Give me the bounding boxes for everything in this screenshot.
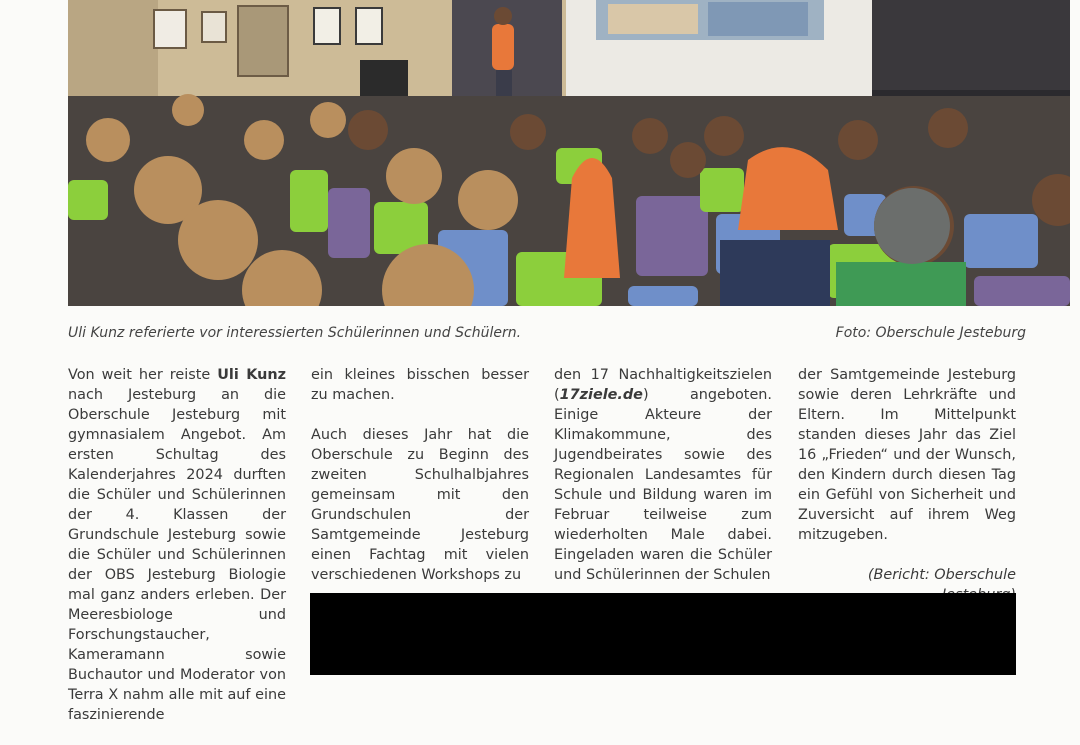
paragraph (68, 365, 286, 725)
website-link[interactable]: 17ziele.de (559, 387, 643, 403)
article-photo (68, 0, 1070, 306)
article-column-2 (311, 365, 529, 605)
article-column-3 (554, 365, 772, 605)
article-column-4 (798, 365, 1016, 605)
black-image-box (310, 593, 1016, 675)
text: ) angeboten. Einige Akteure der Klimakommune, des Jugendbeirates sowie des Regionalen Landesamtes für Schule und Bildung waren im Februar teilweise zum wiederholten Male dabei. Eingeladen waren die Schüler und Schülerinnen der Schulen (554, 387, 772, 583)
photo-credit: Foto: Oberschule Jesteburg (835, 325, 1026, 341)
paragraph: ein kleines bisschen besser zu machen. (311, 367, 529, 403)
report-credit: (Bericht: Oberschule (867, 567, 1016, 583)
photo-caption: Uli Kunz referierte vor interessierten Schülerinnen und Schülern. (68, 325, 522, 341)
person-name: Uli Kunz (217, 367, 286, 383)
text: Von weit her reiste (68, 367, 218, 383)
paragraph: Auch dieses Jahr hat die Oberschule zu Beginn des zweiten Schulhalbjahres gemeinsam mit den Grundschulen der Samtgemeinde Jesteburg einen Fachtag mit vielen verschiedenen Workshops zu (311, 427, 529, 583)
text: nach Jesteburg an die Oberschule Jesteburg mit gymnasialem Angebot. Am ersten Schultag des Kalenderjahres 2024 durften die Schüler und Schülerinnen der 4. Klassen der Grundschule Jesteburg sowie die Schüler und Schülerinnen der OBS Jesteburg Biologie mal ganz anders erleben. Der Meeresbiologe und Forschungstaucher, Kameramann sowie Buchautor und Moderator von Terra X nahm alle mit auf eine faszinierende (68, 387, 286, 723)
article-column-1 (68, 365, 286, 745)
paragraph (554, 365, 772, 585)
paragraph: der Samtgemeinde Jesteburg sowie deren Lehrkräfte und Eltern. Im Mittelpunkt standen dieses Jahr das Ziel 16 „Frieden“ und der Wunsch, den Kindern durch diesen Tag ein Gefühl von Sicherheit und Zuversicht auf ihrem Weg mitzugeben. (798, 367, 1016, 543)
text: den 17 Nachhaltigkeitszielen ( (554, 367, 772, 403)
